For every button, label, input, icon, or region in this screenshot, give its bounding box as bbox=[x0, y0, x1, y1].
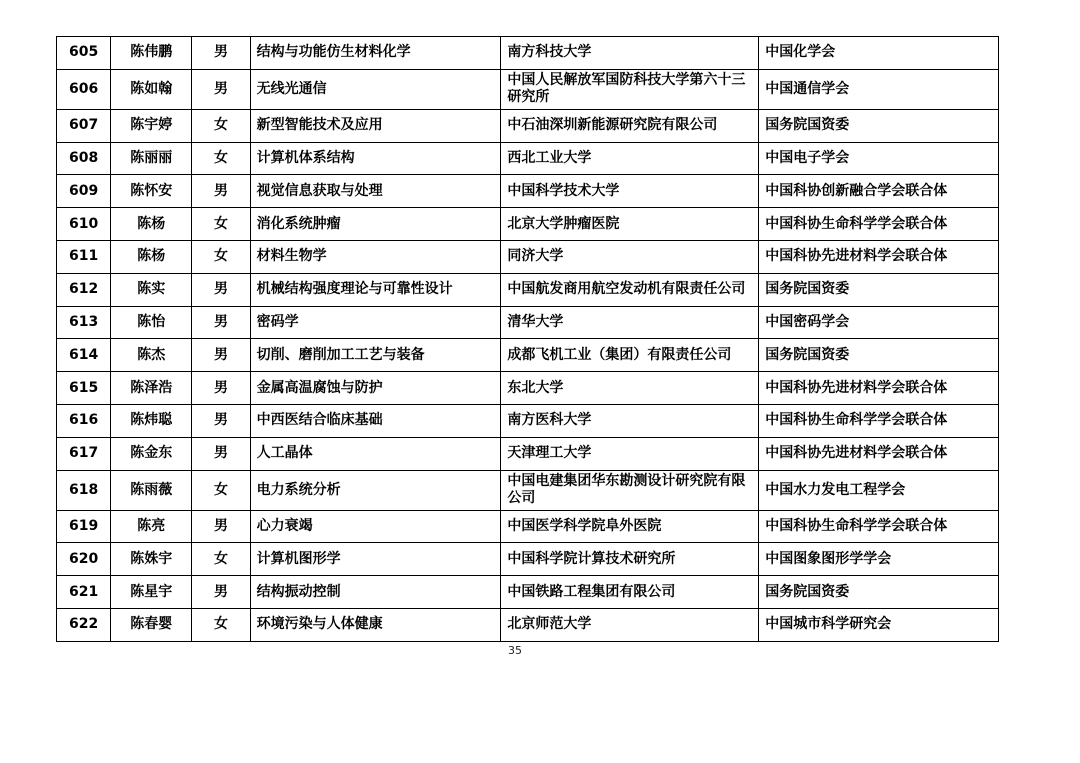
work-unit: 中国人民解放军国防科技大学第六十三研究所 bbox=[501, 69, 759, 109]
gender: 女 bbox=[192, 109, 250, 142]
work-unit: 中国科学院计算技术研究所 bbox=[501, 543, 759, 576]
row-number: 616 bbox=[57, 404, 111, 437]
page-number: 35 bbox=[508, 644, 522, 657]
person-name: 陈怀安 bbox=[111, 175, 192, 208]
recommending-body: 中国化学会 bbox=[759, 37, 999, 70]
recommending-body: 中国图象图形学学会 bbox=[759, 543, 999, 576]
row-number: 614 bbox=[57, 339, 111, 372]
row-number: 606 bbox=[57, 69, 111, 109]
work-unit: 东北大学 bbox=[501, 372, 759, 405]
person-name: 陈炜聪 bbox=[111, 404, 192, 437]
work-unit: 中国航发商用航空发动机有限责任公司 bbox=[501, 273, 759, 306]
row-number: 607 bbox=[57, 109, 111, 142]
person-name: 陈杨 bbox=[111, 208, 192, 241]
gender: 男 bbox=[192, 175, 250, 208]
recommending-body: 国务院国资委 bbox=[759, 109, 999, 142]
table-row bbox=[57, 240, 999, 273]
research-field: 环境污染与人体健康 bbox=[250, 608, 501, 641]
research-field: 人工晶体 bbox=[250, 437, 501, 470]
row-number: 605 bbox=[57, 37, 111, 70]
recommending-body: 中国水力发电工程学会 bbox=[759, 470, 999, 510]
gender: 男 bbox=[192, 576, 250, 609]
research-field: 新型智能技术及应用 bbox=[250, 109, 501, 142]
work-unit: 中石油深圳新能源研究院有限公司 bbox=[501, 109, 759, 142]
person-name: 陈亮 bbox=[111, 510, 192, 543]
recommending-body: 中国科协生命科学学会联合体 bbox=[759, 208, 999, 241]
gender: 女 bbox=[192, 208, 250, 241]
work-unit: 西北工业大学 bbox=[501, 142, 759, 175]
row-number: 621 bbox=[57, 576, 111, 609]
row-number: 618 bbox=[57, 470, 111, 510]
table-row bbox=[57, 69, 999, 109]
work-unit: 清华大学 bbox=[501, 306, 759, 339]
row-number: 615 bbox=[57, 372, 111, 405]
work-unit: 南方医科大学 bbox=[501, 404, 759, 437]
work-unit: 天津理工大学 bbox=[501, 437, 759, 470]
table-row bbox=[57, 437, 999, 470]
row-number: 620 bbox=[57, 543, 111, 576]
row-number: 611 bbox=[57, 240, 111, 273]
research-field: 视觉信息获取与处理 bbox=[250, 175, 501, 208]
table-row bbox=[57, 576, 999, 609]
research-field: 切削、磨削加工工艺与装备 bbox=[250, 339, 501, 372]
person-name: 陈怡 bbox=[111, 306, 192, 339]
table-row bbox=[57, 339, 999, 372]
person-name: 陈杨 bbox=[111, 240, 192, 273]
research-field: 机械结构强度理论与可靠性设计 bbox=[250, 273, 501, 306]
table-row bbox=[57, 142, 999, 175]
person-name: 陈丽丽 bbox=[111, 142, 192, 175]
recommending-body: 国务院国资委 bbox=[759, 576, 999, 609]
table-row bbox=[57, 510, 999, 543]
recommending-body: 中国科协生命科学学会联合体 bbox=[759, 510, 999, 543]
table-row bbox=[57, 470, 999, 510]
work-unit: 中国铁路工程集团有限公司 bbox=[501, 576, 759, 609]
work-unit: 中国电建集团华东勘测设计研究院有限公司 bbox=[501, 470, 759, 510]
person-name: 陈实 bbox=[111, 273, 192, 306]
recommending-body: 中国城市科学研究会 bbox=[759, 608, 999, 641]
table-row bbox=[57, 175, 999, 208]
table-row bbox=[57, 37, 999, 70]
gender: 男 bbox=[192, 273, 250, 306]
roster-table bbox=[56, 36, 999, 642]
research-field: 心力衰竭 bbox=[250, 510, 501, 543]
recommending-body: 中国科协先进材料学会联合体 bbox=[759, 437, 999, 470]
research-field: 中西医结合临床基础 bbox=[250, 404, 501, 437]
work-unit: 中国医学科学院阜外医院 bbox=[501, 510, 759, 543]
research-field: 密码学 bbox=[250, 306, 501, 339]
research-field: 结构与功能仿生材料化学 bbox=[250, 37, 501, 70]
work-unit: 南方科技大学 bbox=[501, 37, 759, 70]
person-name: 陈泽浩 bbox=[111, 372, 192, 405]
research-field: 无线光通信 bbox=[250, 69, 501, 109]
person-name: 陈如翰 bbox=[111, 69, 192, 109]
work-unit: 北京师范大学 bbox=[501, 608, 759, 641]
person-name: 陈金东 bbox=[111, 437, 192, 470]
research-field: 结构振动控制 bbox=[250, 576, 501, 609]
gender: 男 bbox=[192, 437, 250, 470]
recommending-body: 中国科协创新融合学会联合体 bbox=[759, 175, 999, 208]
person-name: 陈雨薇 bbox=[111, 470, 192, 510]
row-number: 622 bbox=[57, 608, 111, 641]
research-field: 材料生物学 bbox=[250, 240, 501, 273]
recommending-body: 中国科协先进材料学会联合体 bbox=[759, 372, 999, 405]
recommending-body: 国务院国资委 bbox=[759, 273, 999, 306]
recommending-body: 国务院国资委 bbox=[759, 339, 999, 372]
person-name: 陈姝宇 bbox=[111, 543, 192, 576]
work-unit: 同济大学 bbox=[501, 240, 759, 273]
row-number: 613 bbox=[57, 306, 111, 339]
gender: 女 bbox=[192, 142, 250, 175]
recommending-body: 中国科协先进材料学会联合体 bbox=[759, 240, 999, 273]
person-name: 陈星宇 bbox=[111, 576, 192, 609]
work-unit: 北京大学肿瘤医院 bbox=[501, 208, 759, 241]
row-number: 608 bbox=[57, 142, 111, 175]
gender: 男 bbox=[192, 37, 250, 70]
gender: 女 bbox=[192, 608, 250, 641]
research-field: 电力系统分析 bbox=[250, 470, 501, 510]
gender: 男 bbox=[192, 510, 250, 543]
row-number: 609 bbox=[57, 175, 111, 208]
gender: 女 bbox=[192, 470, 250, 510]
table-row bbox=[57, 608, 999, 641]
table-row bbox=[57, 109, 999, 142]
person-name: 陈伟鹏 bbox=[111, 37, 192, 70]
table-row bbox=[57, 273, 999, 306]
research-field: 计算机图形学 bbox=[250, 543, 501, 576]
person-name: 陈春婴 bbox=[111, 608, 192, 641]
recommending-body: 中国电子学会 bbox=[759, 142, 999, 175]
table-row bbox=[57, 372, 999, 405]
gender: 男 bbox=[192, 372, 250, 405]
row-number: 619 bbox=[57, 510, 111, 543]
person-name: 陈宇婷 bbox=[111, 109, 192, 142]
research-field: 消化系统肿瘤 bbox=[250, 208, 501, 241]
gender: 女 bbox=[192, 240, 250, 273]
table-row bbox=[57, 306, 999, 339]
research-field: 计算机体系结构 bbox=[250, 142, 501, 175]
recommending-body: 中国科协生命科学学会联合体 bbox=[759, 404, 999, 437]
gender: 男 bbox=[192, 404, 250, 437]
gender: 男 bbox=[192, 69, 250, 109]
person-name: 陈杰 bbox=[111, 339, 192, 372]
row-number: 617 bbox=[57, 437, 111, 470]
gender: 男 bbox=[192, 339, 250, 372]
work-unit: 中国科学技术大学 bbox=[501, 175, 759, 208]
gender: 男 bbox=[192, 306, 250, 339]
recommending-body: 中国密码学会 bbox=[759, 306, 999, 339]
table-row bbox=[57, 208, 999, 241]
research-field: 金属高温腐蚀与防护 bbox=[250, 372, 501, 405]
recommending-body: 中国通信学会 bbox=[759, 69, 999, 109]
table-row bbox=[57, 404, 999, 437]
row-number: 612 bbox=[57, 273, 111, 306]
gender: 女 bbox=[192, 543, 250, 576]
work-unit: 成都飞机工业（集团）有限责任公司 bbox=[501, 339, 759, 372]
table-row bbox=[57, 543, 999, 576]
row-number: 610 bbox=[57, 208, 111, 241]
